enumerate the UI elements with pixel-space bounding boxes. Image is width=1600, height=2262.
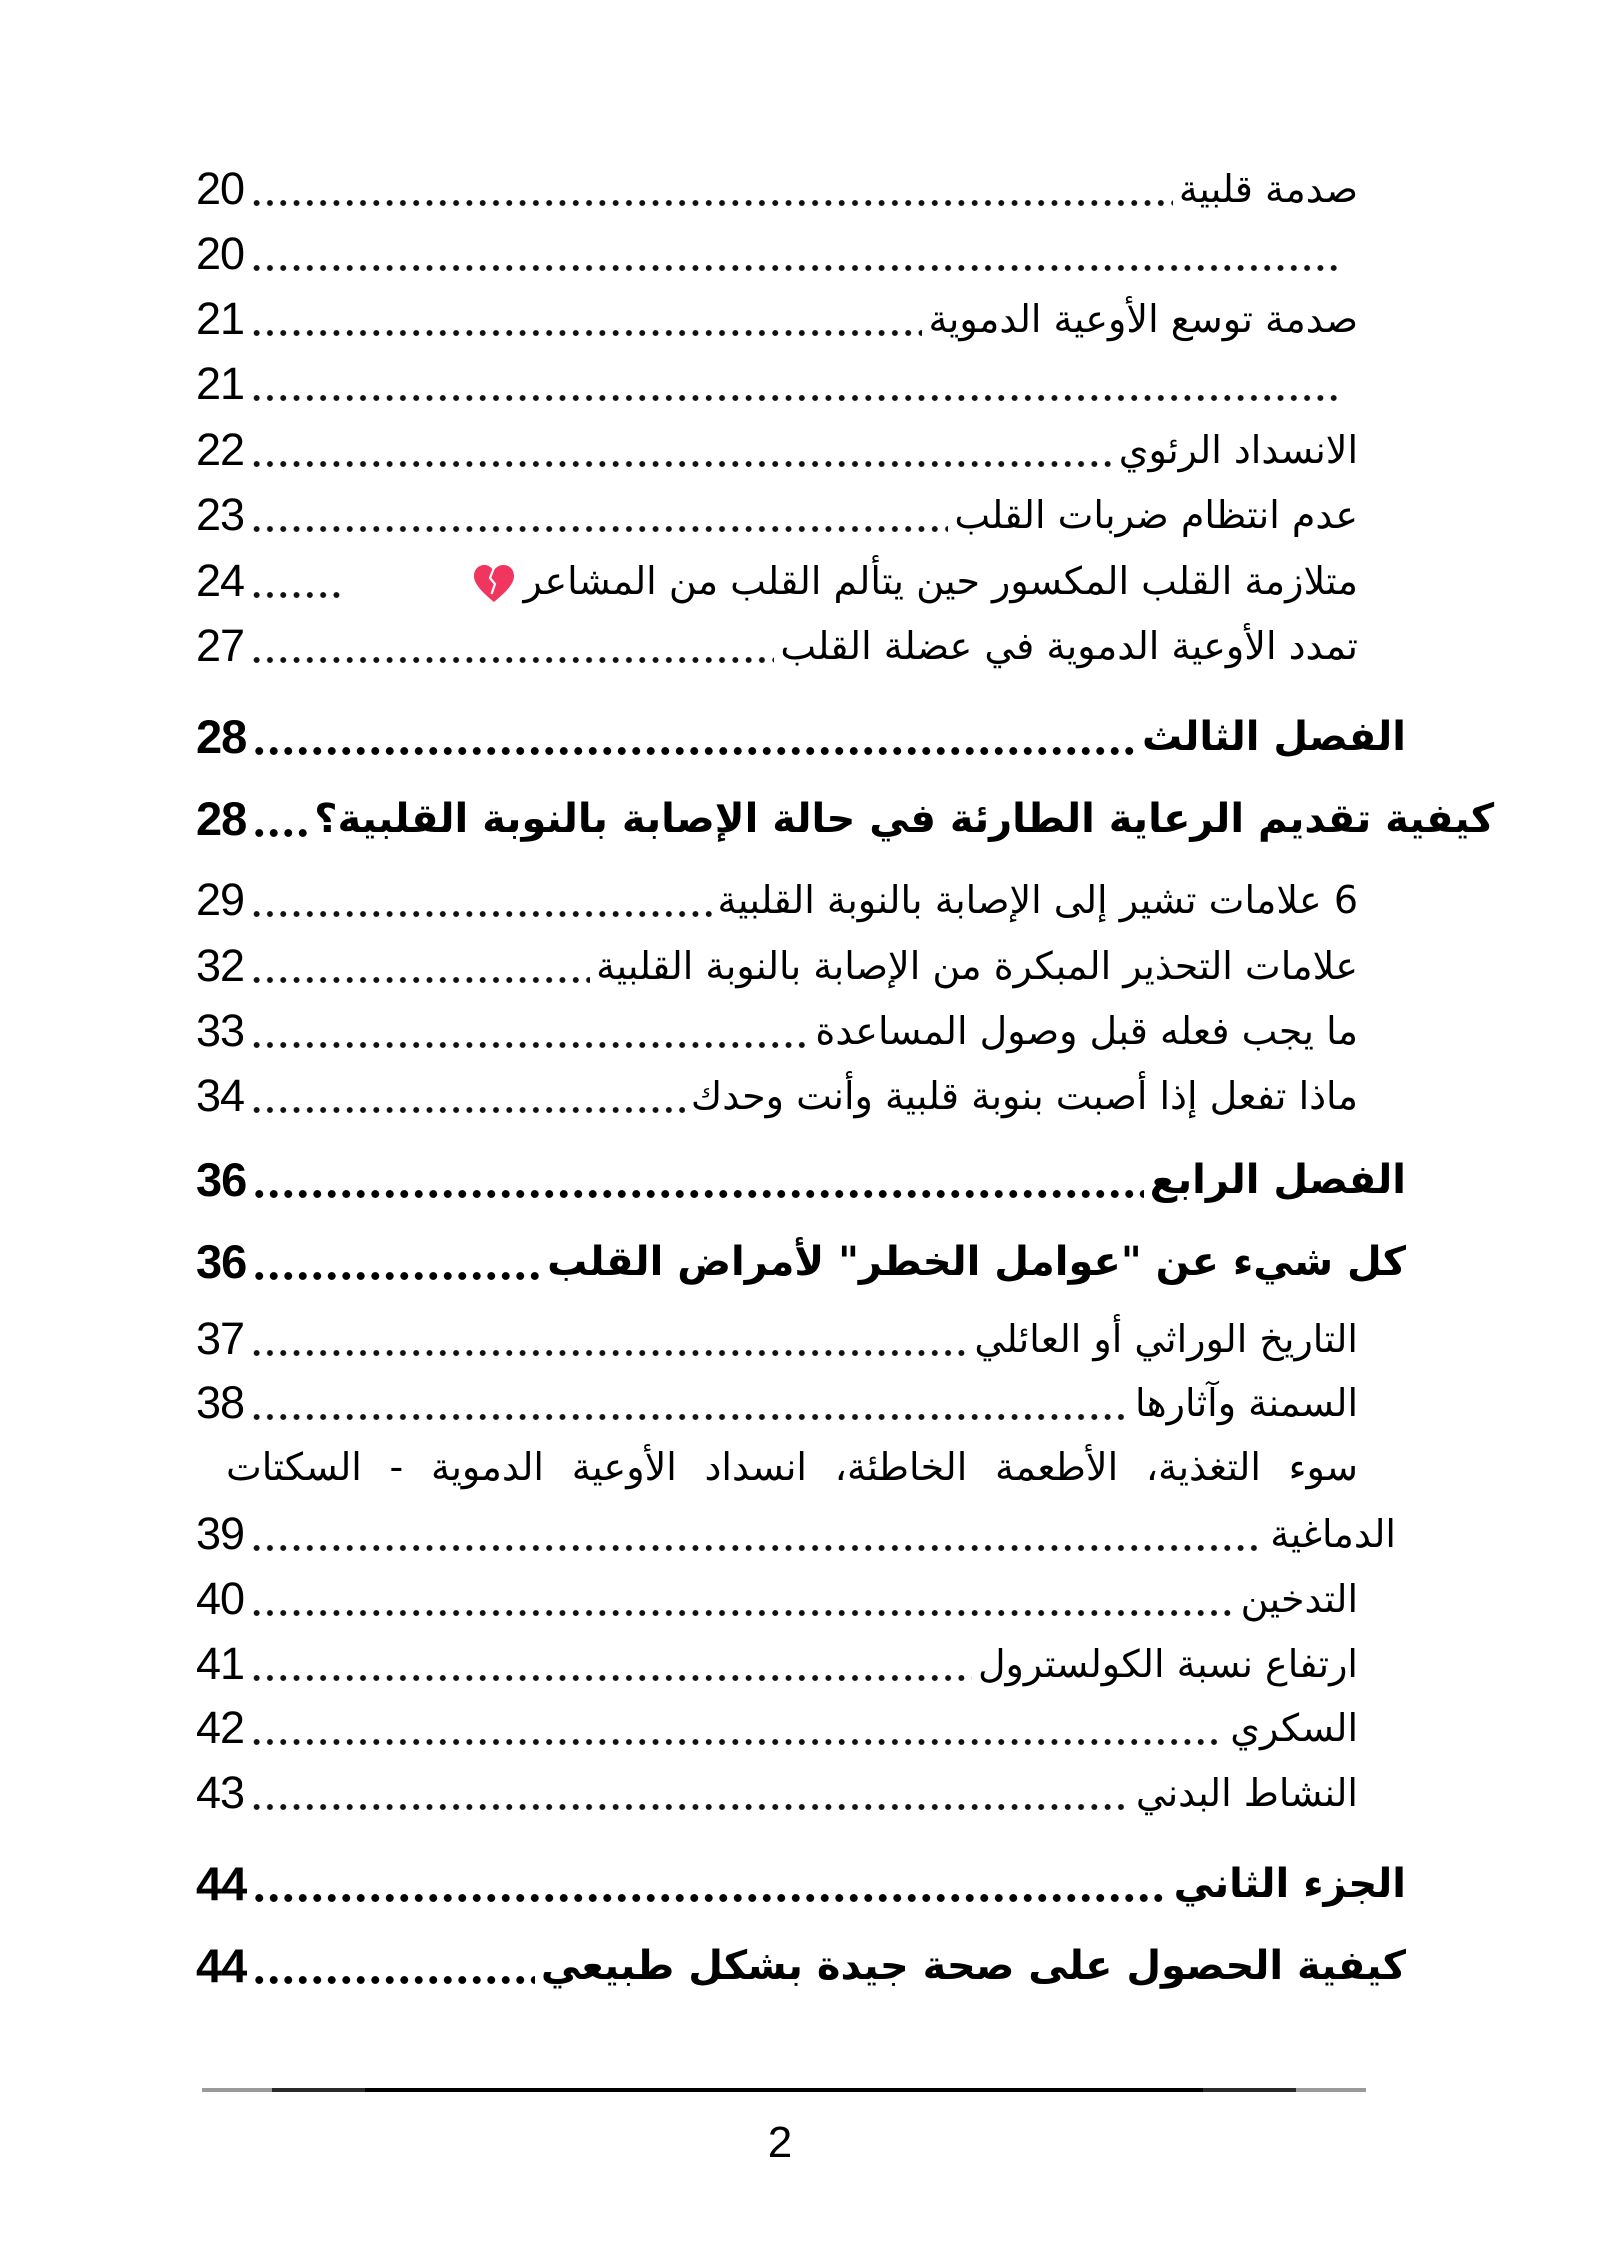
dot-leader [250,1761,1130,1825]
toc-page-number: 34 [196,1070,245,1121]
broken-heart-icon [472,564,516,604]
toc-page-number: 28 [196,792,247,845]
toc-page-number: 32 [196,940,245,991]
toc-page-number: 28 [196,710,247,763]
toc-entry[interactable] [196,934,1358,998]
toc-page-number: 21 [196,293,245,344]
dot-leader [252,1230,541,1294]
toc-entry-title: التاريخ الوراثي أو العائلي [974,1317,1358,1361]
toc-entry[interactable] [196,1502,1396,1566]
dot-leader [250,157,1173,221]
toc-entry[interactable] [196,157,1358,221]
toc-part-heading[interactable] [196,1934,1406,1998]
toc-entry[interactable] [196,1371,1358,1435]
toc-entry-title: صدمة قلبية [1178,167,1358,211]
toc-entry-title: الجزء الثاني [1173,1861,1406,1907]
toc-entry-title: كل شيء عن "عوامل الخطر" لأمراض القلب [547,1239,1406,1285]
toc-entry-title: الفصل الرابع [1149,1157,1406,1203]
toc-entry-title: الفصل الثالث [1141,714,1406,760]
dot-leader [252,1852,1167,1916]
toc-page-number: 22 [196,424,245,475]
toc-page-number: 23 [196,489,245,540]
toc-entry-title: ماذا تفعل إذا أصبت بنوبة قلبية وأنت وحدك [690,1074,1358,1118]
toc-page-number: 41 [196,1638,245,1689]
toc-page-number: 36 [196,1153,247,1206]
toc-entry[interactable] [196,614,1358,678]
dot-leader [250,1502,1264,1566]
dot-leader [250,287,922,351]
toc-chapter-heading[interactable] [196,1148,1406,1212]
dot-leader [252,705,1136,769]
toc-page-number: 29 [196,874,245,925]
toc-entry[interactable] [196,549,1358,613]
footer-divider [202,2088,1366,2092]
dot-leader [250,1567,1235,1631]
toc-entry-title: 6 علامات تشير إلى الإصابة بالنوبة القلبية [717,878,1358,922]
toc-page-number: 38 [196,1377,245,1428]
toc-chapter-heading[interactable] [196,705,1406,769]
toc-entry-title: تمدد الأوعية الدموية في عضلة القلب [780,624,1358,668]
toc-entry-title: صدمة توسع الأوعية الدموية [928,297,1358,341]
dot-leader [250,1371,1129,1435]
dot-leader [250,614,774,678]
toc-page-number: 40 [196,1573,245,1624]
toc-entry-title: السكري [1230,1706,1358,1750]
toc-entry-title: كيفية الحصول على صحة جيدة بشكل طبيعي [540,1943,1406,1989]
toc-entry[interactable] [196,418,1358,482]
toc-page-number: 42 [196,1702,245,1753]
toc-page-number: 43 [196,1767,245,1818]
toc-page-number: 39 [196,1508,245,1559]
page-number: 2 [767,2118,793,2167]
toc-entry-title: السمنة وآثارها [1135,1381,1358,1425]
dot-leader [252,1148,1143,1212]
dot-leader [250,1632,972,1696]
toc-entry-title-continuation: الدماغية [1270,1512,1396,1556]
dot-leader [250,418,1113,482]
dot-leader [250,352,1342,416]
toc-entry-title: الانسداد الرئوي [1118,428,1358,472]
toc-page-number: 21 [196,358,245,409]
toc-entry-title: ما يجب فعله قبل وصول المساعدة [815,1009,1358,1053]
toc-entry[interactable] [196,999,1358,1063]
toc-page-number: 36 [196,1235,247,1288]
toc-entry-title: كيفية تقديم الرعاية الطارئة في حالة الإصابة بالنوبة القلبية؟ [314,796,1495,842]
toc-chapter-heading[interactable] [196,1230,1406,1294]
toc-entry[interactable] [196,1064,1358,1128]
toc-entry-title: التدخين [1240,1577,1358,1621]
toc-part-heading[interactable] [196,1852,1406,1916]
toc-page-number: 20 [196,228,245,279]
toc-entry[interactable] [196,1696,1358,1760]
toc-page-number: 20 [196,163,245,214]
toc-entry[interactable] [196,1761,1358,1825]
dot-leader [250,483,948,547]
toc-entry-title: متلازمة القلب المكسور حين يتألم القلب من المشاعر [464,549,1358,613]
toc-page-number: 24 [196,555,245,606]
toc-chapter-heading[interactable] [196,787,1495,851]
toc-page-number: 37 [196,1313,245,1364]
dot-leader [250,999,809,1063]
toc-page-number: 33 [196,1005,245,1056]
toc-page-number: 44 [196,1857,247,1910]
dot-leader [250,222,1342,286]
toc-entry-wrapped-line[interactable]: سوء التغذية، الأطعمة الخاطئة، انسداد الأوعية الدموية - السكتات [226,1445,1358,1489]
toc-entry-title: عدم انتظام ضربات القلب [954,493,1358,537]
toc-entry[interactable] [196,1567,1358,1631]
dot-leader [250,549,346,613]
toc-page-number: 44 [196,1939,247,1992]
dot-leader [252,1934,535,1998]
toc-entry[interactable] [196,868,1358,932]
toc-entry[interactable] [196,483,1358,547]
dot-leader [250,1696,1224,1760]
dot-leader [250,868,711,932]
toc-entry-title: ارتفاع نسبة الكولسترول [977,1642,1358,1686]
toc-entry[interactable] [196,1307,1358,1371]
dot-leader [250,1307,968,1371]
dot-leader [252,787,308,851]
dot-leader [250,934,590,998]
toc-page-number: 27 [196,620,245,671]
dot-leader [250,1064,685,1128]
toc-entry[interactable] [196,287,1358,351]
toc-entry[interactable] [196,1632,1358,1696]
toc-entry-title: علامات التحذير المبكرة من الإصابة بالنوبة القلبية [596,944,1358,988]
toc-entry[interactable] [196,352,1348,416]
toc-entry-title: النشاط البدني [1135,1771,1358,1815]
toc-entry[interactable] [196,222,1348,286]
